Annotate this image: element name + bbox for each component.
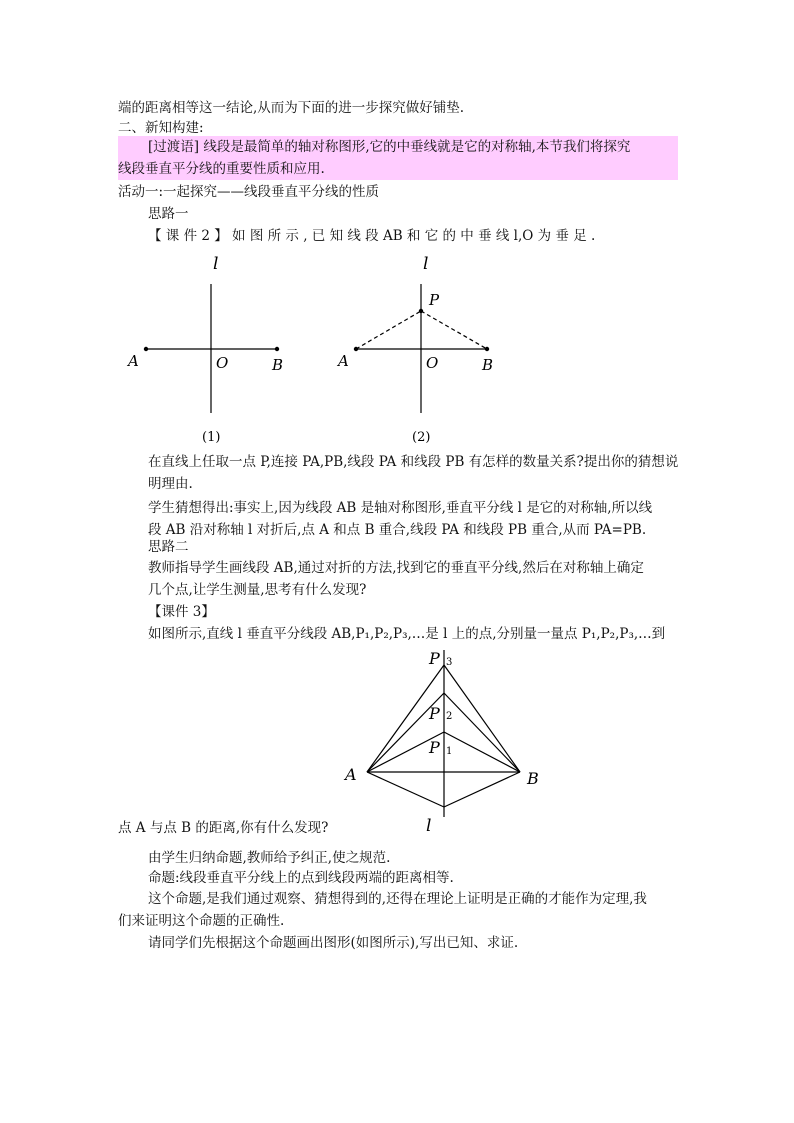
segment-p3b bbox=[444, 665, 520, 772]
segment-pb bbox=[421, 311, 487, 349]
label-l: l bbox=[423, 254, 429, 274]
transition-line-2: 线段垂直平分线的重要性质和应用. bbox=[118, 161, 325, 177]
point-a bbox=[354, 347, 358, 351]
segment-p1b bbox=[444, 732, 520, 772]
label-p1: P bbox=[429, 738, 440, 757]
para-4b: 点 A 与点 B 的距离,你有什么发现? bbox=[118, 820, 329, 836]
point-b bbox=[275, 347, 279, 351]
para-5: 由学生归纳命题,教师给予纠正,使之规范. bbox=[148, 850, 391, 866]
para-1a: 在直线上任取一点 P,连接 PA,PB,线段 PA 和线段 PB 有怎样的数量关系?提出你的猜想说 bbox=[148, 454, 679, 470]
label-p: P bbox=[429, 291, 440, 309]
transition-line-1: [过渡语] 线段是最简单的轴对称图形,它的中垂线就是它的对称轴,本节我们将探究 bbox=[148, 139, 631, 155]
activity-heading: 活动一:一起探究——线段垂直平分线的性质 bbox=[118, 184, 380, 200]
section-heading: 二、新知构建: bbox=[118, 120, 204, 136]
segment-b-bottom bbox=[444, 772, 520, 807]
figure-1 bbox=[118, 248, 318, 448]
para-2a: 学生猜想得出:事实上,因为线段 AB 是轴对称图形,垂直平分线 l 是它的对称轴,所以线 bbox=[148, 500, 653, 516]
courseware-3: 【课件 3】 bbox=[148, 604, 215, 620]
label-a: A bbox=[128, 352, 139, 370]
transition-highlight bbox=[118, 136, 678, 180]
para-1b: 明理由. bbox=[148, 476, 193, 492]
point-b bbox=[485, 347, 489, 351]
segment-a-bottom bbox=[367, 772, 444, 807]
approach-one: 思路一 bbox=[148, 206, 189, 222]
label-b: B bbox=[272, 356, 284, 374]
caption-1: (1) bbox=[202, 430, 221, 445]
figure-3 bbox=[330, 645, 560, 840]
label-p1-sub: 1 bbox=[446, 746, 453, 757]
label-p2-sub: 2 bbox=[446, 711, 453, 722]
label-l: l bbox=[213, 254, 219, 274]
label-b: B bbox=[527, 769, 539, 788]
segment-p2b bbox=[444, 693, 520, 772]
point-a bbox=[144, 347, 148, 351]
point-p bbox=[419, 309, 423, 313]
approach-two: 思路二 bbox=[148, 539, 189, 555]
label-a: A bbox=[338, 352, 349, 370]
courseware-2: 【 课 件 2 】 如 图 所 示 , 已 知 线 段 AB 和 它 的 中 垂 线 l,O 为 垂 足 . bbox=[148, 228, 596, 244]
para-4: 如图所示,直线 l 垂直平分线段 AB,P₁,P₂,P₃,…是 l 上的点,分别量一量点 P₁,P₂,P₃,…到 bbox=[148, 626, 666, 642]
para-7a: 这个命题,是我们通过观察、猜想得到的,还得在理论上证明是正确的才能作为定理,我 bbox=[148, 891, 647, 907]
label-o: O bbox=[426, 354, 439, 372]
label-l: l bbox=[426, 816, 432, 836]
label-a: A bbox=[345, 765, 357, 784]
para-7b: 们来证明这个命题的正确性. bbox=[118, 913, 285, 929]
segment-pa bbox=[356, 311, 421, 349]
label-p3: P bbox=[429, 649, 440, 668]
para-3a: 教师指导学生画线段 AB,通过对折的方法,找到它的垂直平分线,然后在对称轴上确定 bbox=[148, 560, 644, 576]
label-o: O bbox=[216, 354, 229, 372]
label-p3-sub: 3 bbox=[446, 657, 453, 668]
para-6: 命题:线段垂直平分线上的点到线段两端的距离相等. bbox=[148, 870, 454, 886]
caption-2: (2) bbox=[412, 430, 431, 445]
figure-2 bbox=[328, 248, 528, 448]
label-b: B bbox=[482, 356, 494, 374]
para-2b: 段 AB 沿对称轴 l 对折后,点 A 和点 B 重合,线段 PA 和线段 PB 重合,从而 PA=PB. bbox=[148, 522, 647, 538]
para-8: 请同学们先根据这个命题画出图形(如图所示),写出已知、求证. bbox=[148, 935, 519, 951]
label-p2: P bbox=[429, 704, 440, 723]
text-line-1: 端的距离相等这一结论,从而为下面的进一步探究做好铺垫. bbox=[118, 100, 465, 116]
para-3b: 几个点,让学生测量,思考有什么发现? bbox=[148, 582, 367, 598]
